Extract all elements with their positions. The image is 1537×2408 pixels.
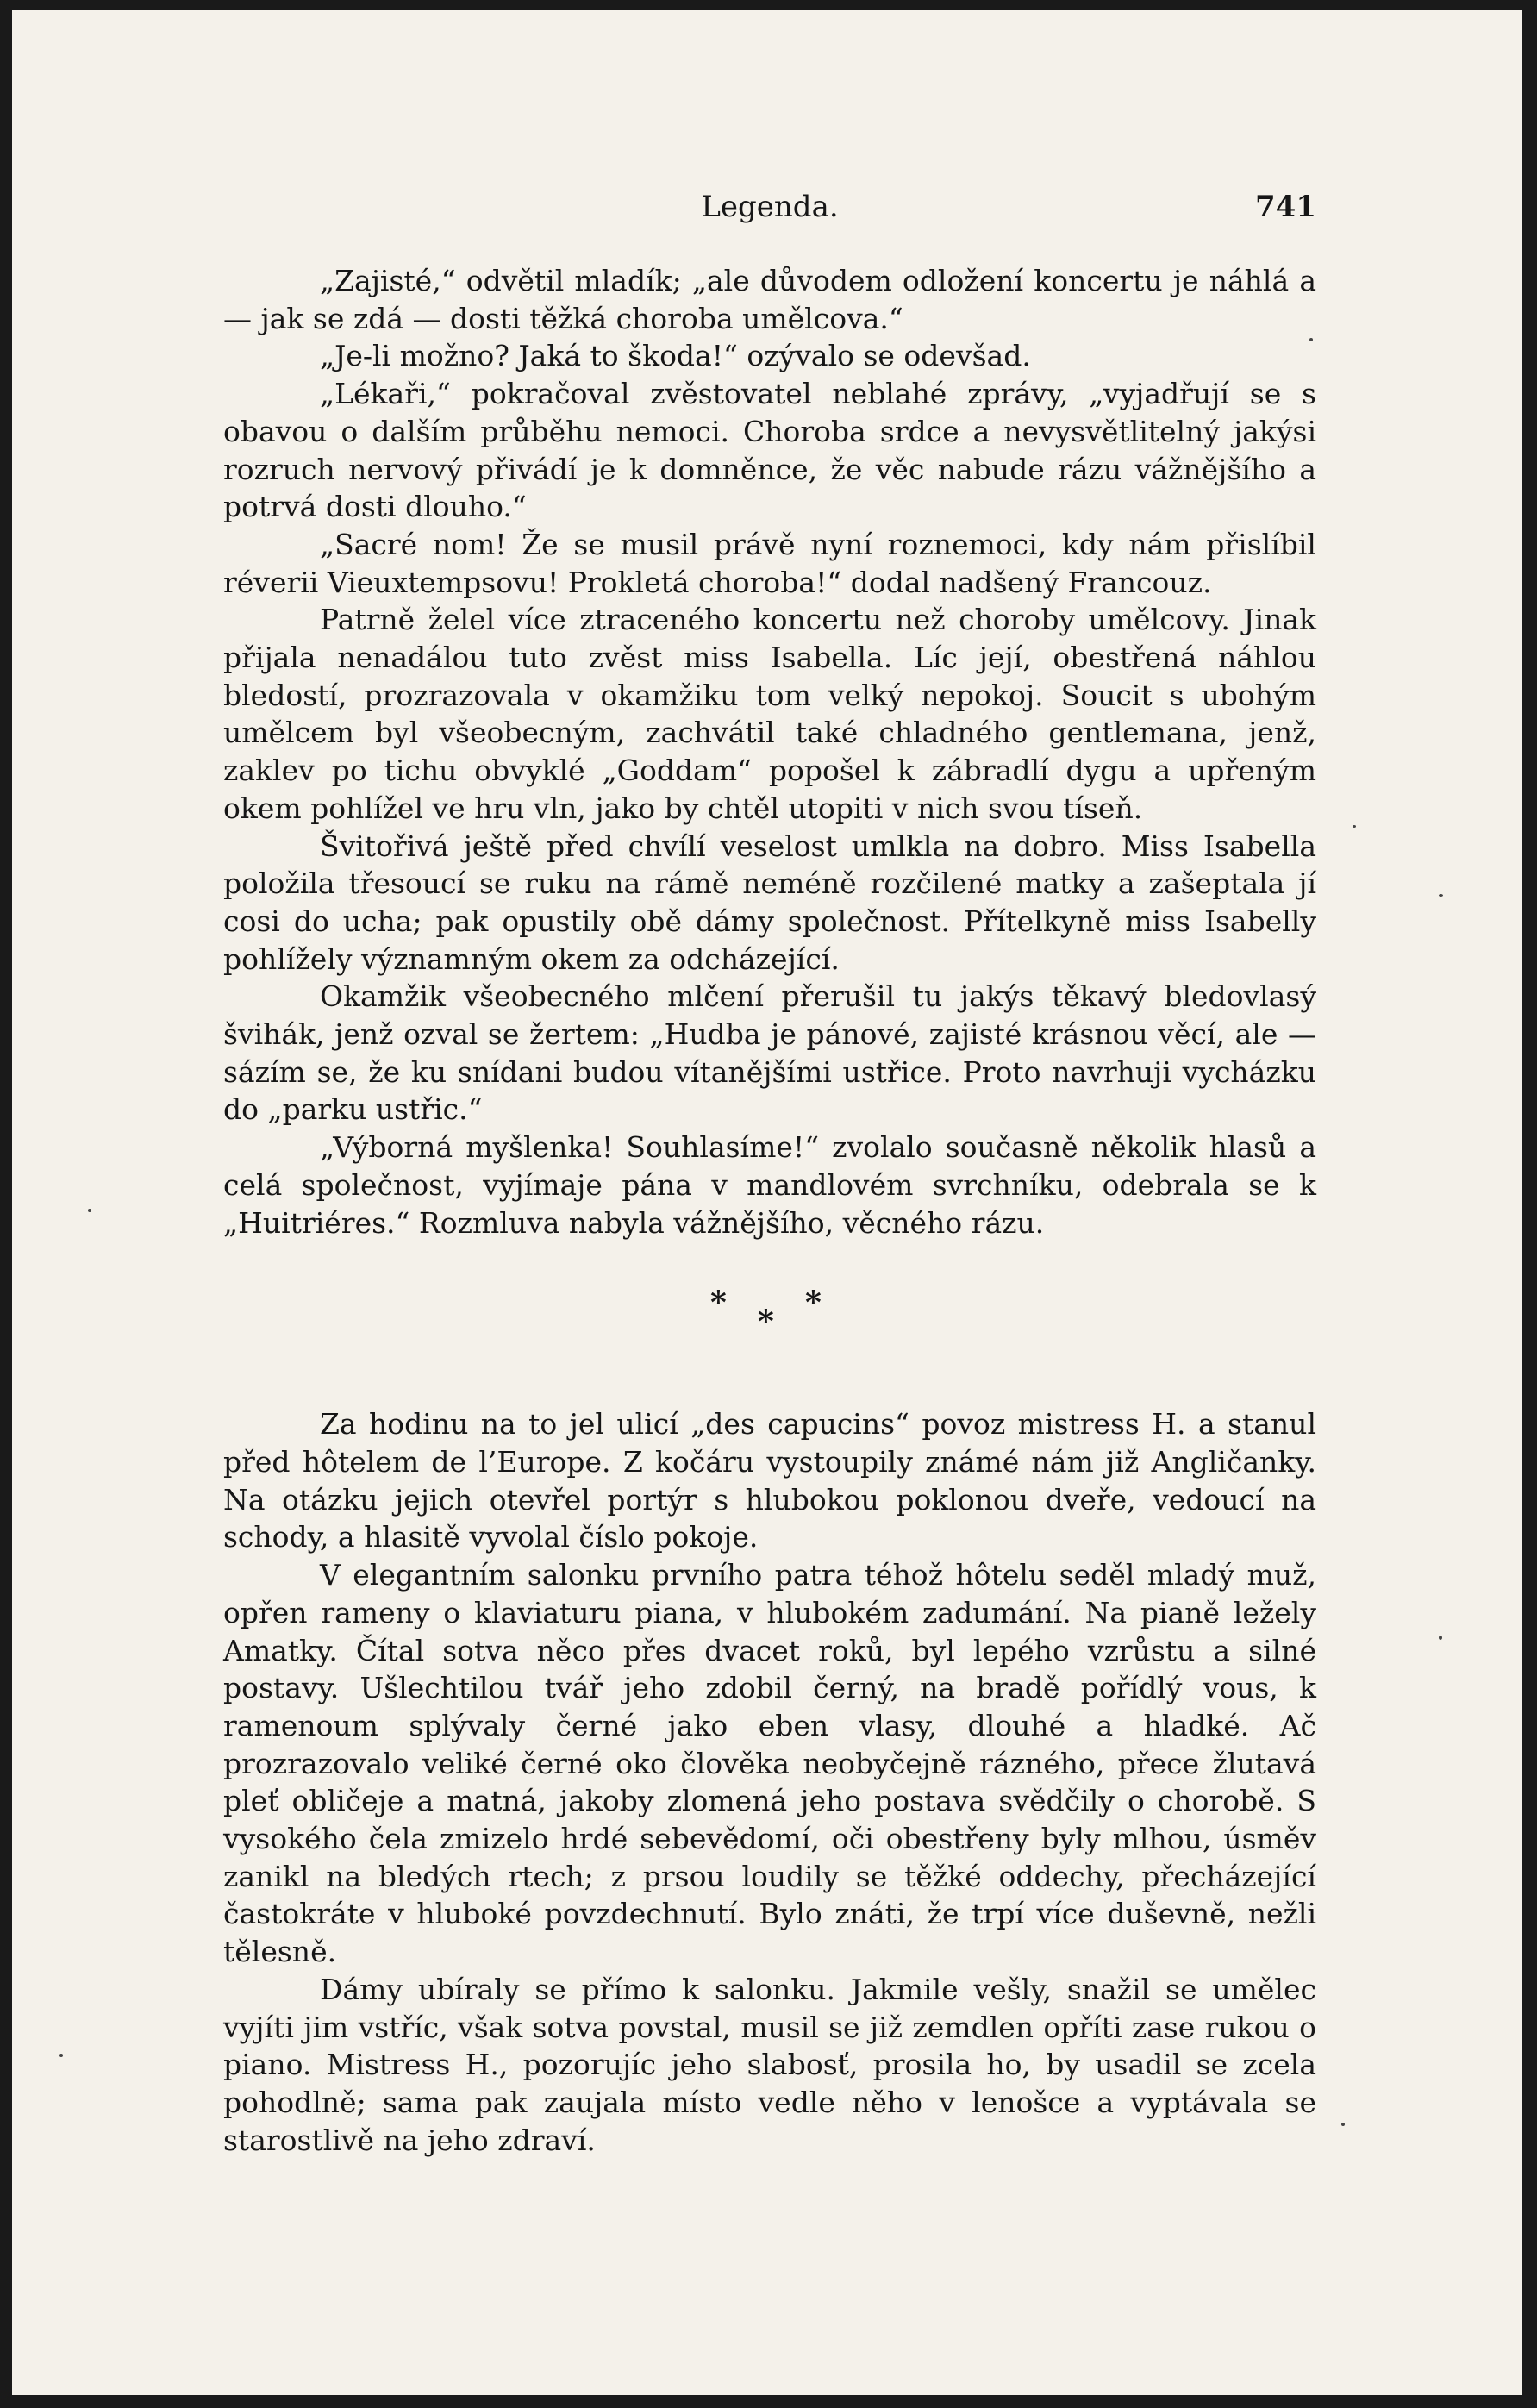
- body-text: [223, 262, 1316, 2159]
- paragraph: Okamžik všeobecného mlčení přerušil tu jakýs těkavý bledovlasý švihák, jenž ozval se žertem: „Hudba je pánové, zajisté krásnou věcí, ale — sázím se, že ku snídani budou vítanějšími ustřice. Proto navrhuji vycházku do „parku ustřic.“: [223, 979, 1316, 1127]
- paragraph: Švitořivá ještě před chvílí veselost umlkla na dobro. Miss Isabella položila třesoucí se ruku na rámě neméně rozčilené matky a zašeptala jí cosi do ucha; pak opustily obě dámy společnost. Přítelkyně miss Isabelly pohlížely významným okem za odcházející.: [223, 829, 1316, 976]
- paper-speck: [59, 2054, 63, 2057]
- paragraph: Za hodinu na to jel ulicí „des capucins“ povoz mistress H. a stanul před hôtelem de l’Europe. Z kočáru vystoupily známé nám již Angličanky. Na otázku jejich otevřel portýr s hlubokou poklonou dveře, vedoucí na schody, a hlasitě vyvolal číslo pokoje.: [223, 1407, 1316, 1554]
- paragraph: „Sacré nom! Že se musil právě nyní roznemoci, kdy nám přislíbil réverii Vieuxtempsovu! Prokletá choroba!“ dodal nadšený Francouz.: [223, 527, 1316, 599]
- paragraph: „Zajisté,“ odvětil mladík; „ale důvodem odložení koncertu je náhlá a — jak se zdá — dosti těžká choroba umělcova.“: [223, 264, 1316, 335]
- section-separator: [223, 1242, 1316, 1405]
- paragraph: „Je-li možno? Jaká to škoda!“ ozývalo se odevšad.: [320, 339, 1031, 373]
- page-header: [223, 190, 1316, 233]
- paragraph: Dámy ubíraly se přímo k salonku. Jakmile vešly, snažil se umělec vyjíti jim vstříc, však sotva povstal, musil se již zemdlen opříti zase rukou o piano. Mistress H., pozorujíc jeho slabosť, prosila ho, by usadil se zcela pohodlně; sama pak zaujala místo vedle něho v lenošce a vyptávala se starostlivě na jeho zdraví.: [223, 1972, 1316, 2157]
- separator-star: *: [758, 1304, 774, 1341]
- paper-speck: [1439, 1636, 1442, 1640]
- page-number: 741: [1255, 190, 1316, 224]
- paragraph: V elegantním salonku prvního patra téhož hôtelu seděl mladý muž, opřen rameny o klaviaturu piana, v hlubokém zadumání. Na pianě ležely Amatky. Čítal sotva něco přes dvacet roků, byl lepého vzrůstu a silné postavy. Ušlechtilou tvář jeho zdobil černý, na bradě pořídlý vous, k ramenoum splývaly černé jako eben vlasy, dlouhé a hladké. Ač prozrazovalo veliké černé oko člověka neobyčejně rázného, přece žlutavá pleť obličeje a matná, jakoby zlomená jeho postava svědčily o chorobě. S vysokého čela zmizelo hrdé sebevědomí, oči obestřeny byly mlhou, úsměv zanikl na bledých rtech; z prsou loudily se těžké oddechy, přecházející častokráte v hluboké povzdechnutí. Bylo znáti, že trpí více duševně, nežli tělesně.: [223, 1558, 1316, 1969]
- separator-star: *: [710, 1285, 727, 1322]
- book-page: [12, 10, 1522, 2395]
- paper-speck: [1353, 825, 1356, 828]
- paragraph: Patrně želel více ztraceného koncertu než choroby umělcovy. Jinak přijala nenadálou tuto zvěst miss Isabella. Líc její, obestřená náhlou bledostí, prozrazovala v okamžiku tom velký nepokoj. Soucit s ubohým umělcem byl všeobecným, zachvátil také chladného gentlemana, jenž, zaklev po tichu obvyklé „Goddam“ popošel k zábradlí dygu a upřeným okem pohlížel ve hru vln, jako by chtěl utopiti v nich svou tíseň.: [223, 603, 1316, 825]
- paragraph: „Lékaři,“ pokračoval zvěstovatel neblahé zprávy, „vyjadřují se s obavou o dalším průběhu nemoci. Choroba srdce a nevysvětlitelný jakýsi rozruch nervový přivádí je k domněnce, že věc nabude rázu vážnějšího a potrvá dosti dlouho.“: [223, 377, 1316, 524]
- separator-star: *: [805, 1285, 822, 1322]
- paper-speck: [1309, 338, 1313, 341]
- paragraph: „Výborná myšlenka! Souhlasíme!“ zvolalo současně několik hlasů a celá společnost, vyjímaje pána v mandlovém svrchníku, odebrala se k „Huitriéres.“ Rozmluva nabyla vážnějšího, věcného rázu.: [223, 1130, 1316, 1240]
- paper-speck: [1341, 2123, 1345, 2126]
- paper-speck: [1439, 894, 1443, 897]
- running-title: Legenda.: [701, 190, 839, 224]
- paper-speck: [88, 1209, 91, 1212]
